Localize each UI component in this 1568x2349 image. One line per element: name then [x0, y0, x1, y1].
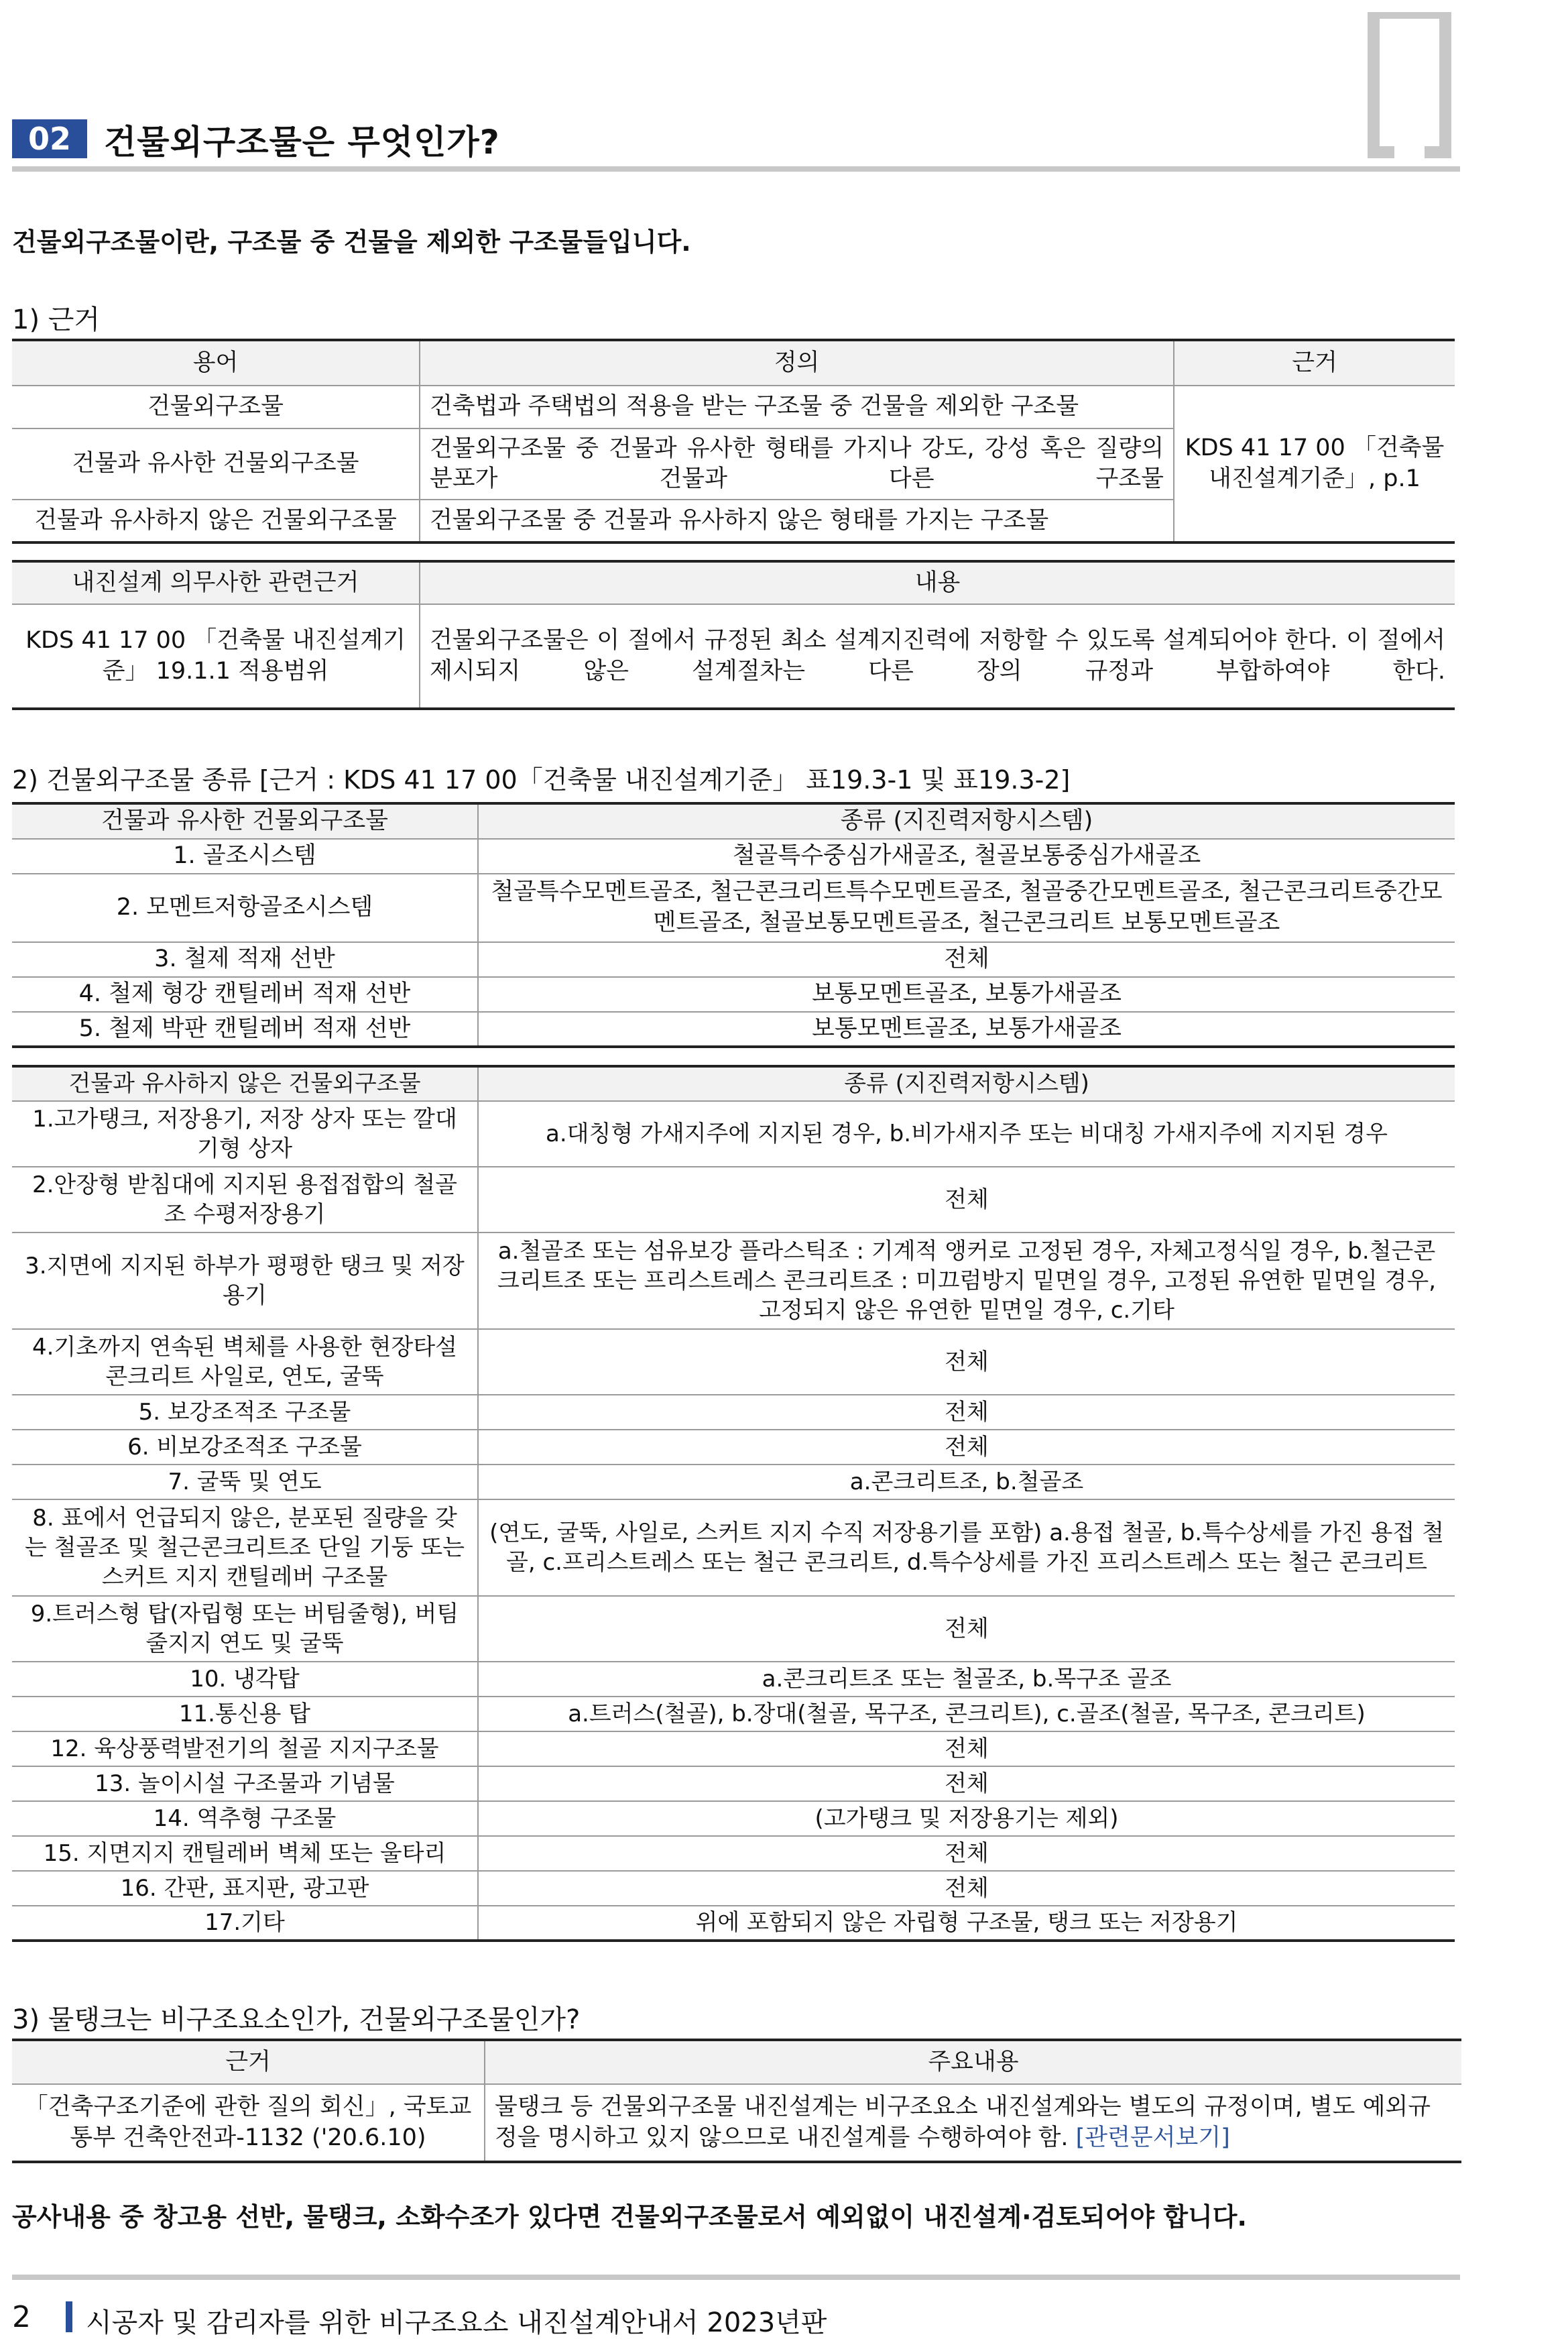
footer-title: 시공자 및 감리자를 위한 비구조요소 내진설계안내서 2023년판	[86, 2307, 827, 2338]
structure-cell: 5. 보강조적조 구조물	[12, 1395, 478, 1430]
water-tank-table	[12, 2039, 1461, 2163]
system-cell: 위에 포함되지 않은 자립형 구조물, 탱크 또는 저장용기	[478, 1906, 1455, 1941]
structure-cell: 4. 철제 형강 캔틸레버 적재 선반	[12, 977, 478, 1012]
structure-cell: 9.트러스형 탑(자립형 또는 버팀줄형), 버팀줄지지 연도 및 굴뚝	[12, 1596, 478, 1662]
system-cell: 전체	[478, 1871, 1455, 1906]
duty-content-cell: 건물외구조물은 이 절에서 규정된 최소 설계지진력에 저항할 수 있도록 설계되어야 한다. 이 절에서 제시되지 않은 설계절차는 다른 장의 규정과 부합하여야 한다.	[420, 604, 1455, 709]
duty-basis-cell: KDS 41 17 00 「건축물 내진설계기준」 19.1.1 적용범위	[12, 604, 420, 709]
system-cell: 전체	[478, 1836, 1455, 1871]
structure-cell: 13. 놀이시설 구조물과 기념물	[12, 1766, 478, 1801]
header-system: 종류 (지진력저항시스템)	[478, 1066, 1455, 1101]
system-cell: 전체	[478, 1329, 1455, 1395]
structure-cell: 7. 굴뚝 및 연도	[12, 1465, 478, 1499]
system-cell: (고가탱크 및 저장용기는 제외)	[478, 1801, 1455, 1836]
section-number-badge: 02	[12, 119, 87, 158]
subheading-types: 2) 건물외구조물 종류 [근거 : KDS 41 17 00「건축물 내진설계기준」 표19.3-1 및 표19.3-2]	[12, 765, 1071, 795]
structure-cell: 6. 비보강조적조 구조물	[12, 1430, 478, 1465]
definition-cell: 건물외구조물 중 건물과 유사한 형태를 가지나 강도, 강성 혹은 질량의 분포가 건물과 다른 구조물	[420, 428, 1174, 500]
system-cell: a.철골조 또는 섬유보강 플라스틱조 : 기계적 앵커로 고정된 경우, 자체고정식일 경우, b.철근콘크리트조 또는 프리스트레스 콘크리트조 : 미끄럼방지 밑면일 경우, 고정된 유연한 밑면일 경우, 고정되지 않은 유연한 밑면일 경우, c.기타	[478, 1233, 1455, 1329]
header-content: 내용	[420, 561, 1455, 604]
header-basis: 근거	[1174, 340, 1455, 386]
system-cell: 전체	[478, 1766, 1455, 1801]
system-cell: 전체	[478, 1430, 1455, 1465]
system-cell: (연도, 굴뚝, 사일로, 스커트 지지 수직 저장용기를 포함) a.용접 철골, b.특수상세를 가진 용접 철골, c.프리스트레스 또는 철근 콘크리트, d.특수상세를 가진 프리스트레스 또는 철근 콘크리트	[478, 1499, 1455, 1596]
system-cell: 보통모멘트골조, 보통가새골조	[478, 1012, 1455, 1047]
system-cell: a.대칭형 가새지주에 지지된 경우, b.비가새지주 또는 비대칭 가새지주에 지지된 경우	[478, 1101, 1455, 1167]
related-document-link[interactable]: [관련문서보기]	[1075, 2124, 1230, 2151]
system-cell: 전체	[478, 1731, 1455, 1766]
system-cell: 철골특수모멘트골조, 철근콘크리트특수모멘트골조, 철골중간모멘트골조, 철근콘크리트중간모멘트골조, 철골보통모멘트골조, 철근콘크리트 보통모멘트골조	[478, 874, 1455, 942]
conclusion-statement: 공사내용 중 창고용 선반, 물탱크, 소화수조가 있다면 건물외구조물로서 예외없이 내진설계·검토되어야 합니다.	[12, 2202, 1247, 2232]
nonsimilar-structures-table	[12, 1065, 1455, 1942]
header-term: 용어	[12, 340, 420, 386]
structure-cell: 4.기초까지 연속된 벽체를 사용한 현장타설 콘크리트 사일로, 연도, 굴뚝	[12, 1329, 478, 1395]
header-nonsimilar: 건물과 유사하지 않은 건물외구조물	[12, 1066, 478, 1101]
tank-content-cell	[485, 2084, 1461, 2162]
system-cell: 보통모멘트골조, 보통가새골조	[478, 977, 1455, 1012]
system-cell: 전체	[478, 1167, 1455, 1233]
system-cell: a.트러스(철골), b.장대(철골, 목구조, 콘크리트), c.골조(철골, 목구조, 콘크리트)	[478, 1697, 1455, 1731]
system-cell: a.콘크리트조 또는 철골조, b.목구조 골조	[478, 1662, 1455, 1697]
term-cell: 건물과 유사한 건물외구조물	[12, 428, 420, 500]
header-main-content: 주요내용	[485, 2040, 1461, 2084]
structure-cell: 10. 냉각탑	[12, 1662, 478, 1697]
lead-statement: 건물외구조물이란, 구조물 중 건물을 제외한 구조물들입니다.	[12, 227, 691, 257]
structure-cell: 8. 표에서 언급되지 않은, 분포된 질량을 갖는 철골조 및 철근콘크리트조 단일 기둥 또는 스커트 지지 캔틸레버 구조물	[12, 1499, 478, 1596]
definition-table	[12, 339, 1455, 544]
system-cell: 전체	[478, 1596, 1455, 1662]
page-number: 2	[12, 2300, 31, 2334]
header-basis: 근거	[12, 2040, 485, 2084]
header-similar: 건물과 유사한 건물외구조물	[12, 803, 478, 839]
structure-cell: 12. 육상풍력발전기의 철골 지지구조물	[12, 1731, 478, 1766]
term-cell: 건물외구조물	[12, 386, 420, 428]
subheading-basis: 1) 근거	[12, 304, 101, 335]
structure-cell: 2. 모멘트저항골조시스템	[12, 874, 478, 942]
system-cell: a.콘크리트조, b.철골조	[478, 1465, 1455, 1499]
system-cell: 전체	[478, 942, 1455, 977]
header-divider	[12, 166, 1460, 172]
term-cell: 건물과 유사하지 않은 건물외구조물	[12, 500, 420, 542]
section-title: 건물외구조물은 무엇인가?	[104, 123, 500, 162]
structure-cell: 11.통신용 탑	[12, 1697, 478, 1731]
definition-cell: 건물외구조물 중 건물과 유사하지 않은 형태를 가지는 구조물	[420, 500, 1174, 542]
basis-cell: KDS 41 17 00 「건축물 내진설계기준」, p.1	[1174, 386, 1455, 542]
structure-cell: 17.기타	[12, 1906, 478, 1941]
structure-cell: 16. 간판, 표지판, 광고판	[12, 1871, 478, 1906]
structure-cell: 1. 골조시스템	[12, 839, 478, 874]
header-duty-basis: 내진설계 의무사한 관련근거	[12, 561, 420, 604]
tank-basis-cell: 「건축구조기준에 관한 질의 회신」, 국토교통부 건축안전과-1132 ('20.6.10)	[12, 2084, 485, 2162]
system-cell: 전체	[478, 1395, 1455, 1430]
seismic-duty-table	[12, 560, 1455, 710]
structure-cell: 2.안장형 받침대에 지지된 용접접합의 철골조 수평저장용기	[12, 1167, 478, 1233]
tank-content-text: 물탱크 등 건물외구조물 내진설계는 비구조요소 내진설계와는 별도의 규정이며, 별도 예외규정을 명시하고 있지 않으므로 내진설계를 수행하여야 함.	[495, 2094, 1431, 2151]
system-cell: 철골특수중심가새골조, 철골보통중심가새골조	[478, 839, 1455, 874]
structure-cell: 3. 철제 적재 선반	[12, 942, 478, 977]
similar-structures-table	[12, 802, 1455, 1048]
subheading-water-tank: 3) 물탱크는 비구조요소인가, 건물외구조물인가?	[12, 2004, 581, 2035]
structure-cell: 1.고가탱크, 저장용기, 저장 상자 또는 깔대기형 상자	[12, 1101, 478, 1167]
structure-cell: 5. 철제 박판 캔틸레버 적재 선반	[12, 1012, 478, 1047]
structure-cell: 15. 지면지지 캔틸레버 벽체 또는 울타리	[12, 1836, 478, 1871]
header-system: 종류 (지진력저항시스템)	[478, 803, 1455, 839]
footer-accent-bar	[66, 2301, 72, 2332]
structure-cell: 14. 역추형 구조물	[12, 1801, 478, 1836]
footer-divider	[12, 2275, 1460, 2280]
header-definition: 정의	[420, 340, 1174, 386]
definition-cell: 건축법과 주택법의 적용을 받는 구조물 중 건물을 제외한 구조물	[420, 386, 1174, 428]
structure-cell: 3.지면에 지지된 하부가 평평한 탱크 및 저장용기	[12, 1233, 478, 1329]
